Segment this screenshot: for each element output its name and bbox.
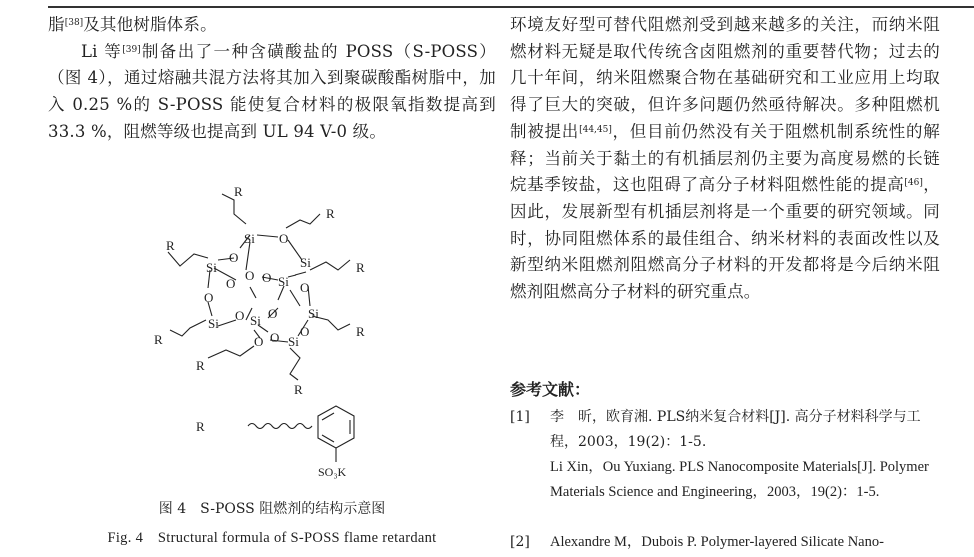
figure-caption-zh: 图 4 S-POSS 阻燃剂的结构示意图: [158, 501, 386, 517]
r-group: R: [294, 382, 303, 397]
reference-item: [510, 405, 940, 505]
text: Li 等: [81, 41, 123, 61]
citation: [46]: [904, 178, 923, 189]
si-atom: Si: [208, 316, 219, 331]
o-atom: O: [262, 270, 272, 285]
citation: [44,45]: [579, 124, 612, 135]
text: 制备出了一种含磺酸盐的 POSS（S-POSS）（图 4），通过熔融共混方法将其加入到聚碳酸酯树脂中，加入 0.25 %的 S-POSS 能使复合材料的极限氧指数提高到 33.3 %，阻燃等级也提高到 UL 94 V-0 级。: [48, 41, 496, 141]
si-atom: Si: [278, 274, 289, 289]
o-atom: O: [268, 306, 278, 321]
right-column: [510, 12, 940, 306]
r-group: R: [166, 238, 175, 253]
si-atom: Si: [244, 231, 255, 246]
s-poss-structure-diagram: [150, 180, 400, 480]
sulfonate-label: SO₃K: [318, 465, 347, 479]
reference-number: [1]: [510, 409, 530, 425]
left-column: [48, 12, 496, 146]
text: ，但目前仍然没有关于阻燃机制系统性的解释；当前关于黏土的有机插层剂仍主要为高度易燃的长链烷基季铵盐，这也阻碍了高分子材料阻燃性能的提高: [510, 121, 940, 195]
r-group: R: [234, 184, 243, 199]
o-atom: O: [229, 250, 239, 265]
o-atom: O: [270, 330, 280, 345]
si-atom: Si: [300, 255, 311, 270]
o-atom: O: [226, 276, 236, 291]
text: 环境友好型可替代阻燃剂受到越来越多的关注，而纳米阻燃材料无疑是取代传统含卤阻燃剂的重要替代物；过去的几十年间，纳米阻燃聚合物在基础研究和工业应用上均取得了巨大的突破，但许多问题仍然亟待解决。多种阻燃机制被提出: [510, 15, 940, 141]
reference-en: Li Xin，Ou Yuxiang. PLS Nanocomposite Materials[J]. Polymer Materials Science and Engineering，2003，19(2)：1-5.: [550, 459, 929, 500]
o-atom: O: [235, 308, 245, 323]
r-group: R: [196, 419, 205, 434]
text: 及其他树脂体系。: [83, 15, 217, 34]
references-heading: 参考文献：: [510, 380, 591, 399]
o-atom: O: [279, 231, 289, 246]
left-paragraph-2: [48, 39, 496, 146]
citation: [39]: [122, 44, 141, 55]
si-atom: Si: [250, 313, 261, 328]
si-atom: Si: [308, 306, 319, 321]
figure-caption-en: Fig. 4 Structural formula of S-POSS flame retardant: [107, 530, 437, 546]
r-group: R: [326, 206, 335, 221]
citation: [38]: [64, 18, 84, 28]
si-atom: Si: [206, 260, 217, 275]
r-group: R: [356, 324, 365, 339]
o-atom: O: [254, 334, 264, 349]
top-rule: [48, 6, 974, 8]
reference-en: Alexandre M，Dubois P. Polymer-layered Silicate Nano-: [550, 534, 884, 550]
right-paragraph: [510, 12, 940, 306]
reference-item: [510, 530, 940, 555]
text: ，因此，发展新型有机插层剂将是一个重要的研究领域。同时，协同阻燃体系的最佳组合、纳米材料的表面改性以及新型纳米阻燃剂阻燃高分子材料的开发都将是今后纳米阻燃剂阻燃高分子材料的研究重点。: [510, 175, 940, 302]
reference-number: [2]: [510, 534, 530, 550]
o-atom: O: [245, 268, 255, 283]
o-atom: O: [300, 280, 310, 295]
r-group: R: [196, 358, 205, 373]
reference-zh: 李 昕，欧育湘. PLS纳米复合材料[J]. 高分子材料科学与工程，2003，19(2)：1-5.: [550, 409, 921, 450]
o-atom: O: [204, 290, 214, 305]
s-poss-structure-figure: [150, 180, 400, 480]
r-group: R: [154, 332, 163, 347]
r-group: R: [356, 260, 365, 275]
si-atom: Si: [288, 334, 299, 349]
left-paragraph-1: [48, 12, 496, 39]
text: 脂: [48, 15, 65, 34]
o-atom: O: [300, 324, 310, 339]
